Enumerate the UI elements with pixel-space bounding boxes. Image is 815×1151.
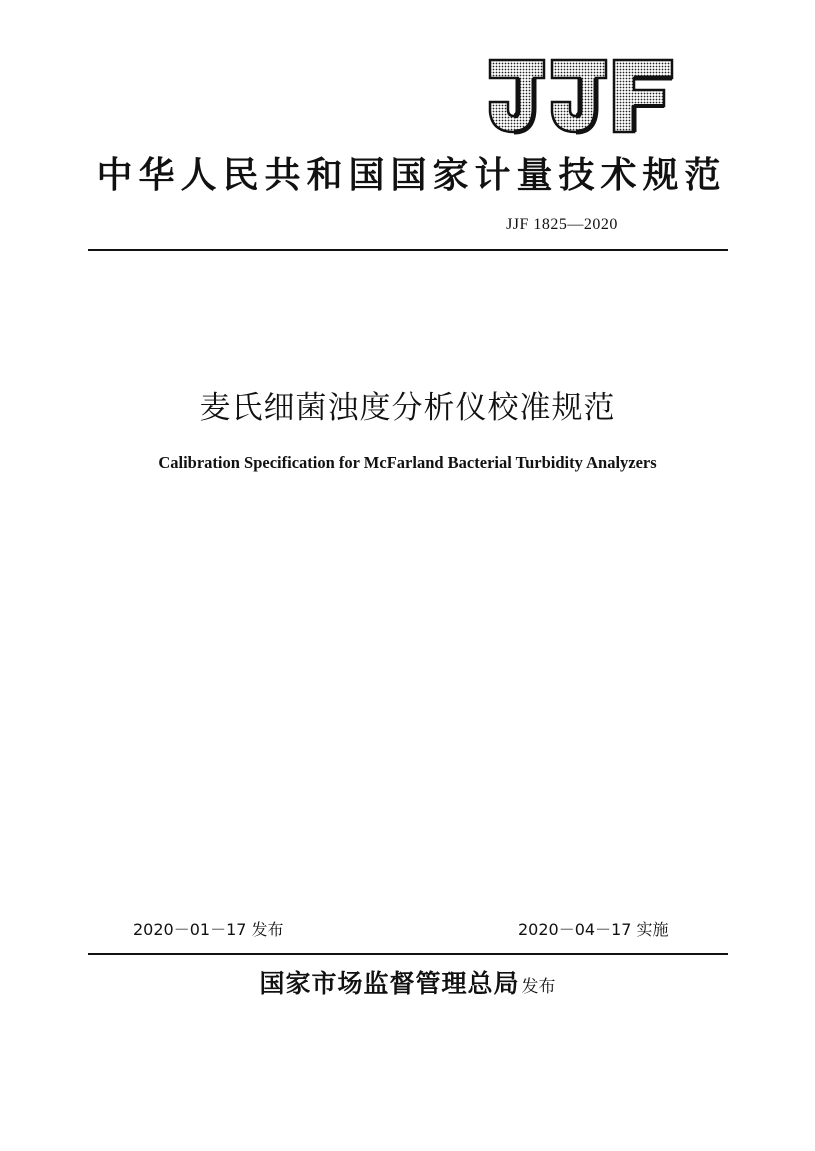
jjf-logo-icon [486,56,676,136]
document-title-en: Calibration Specification for McFarland Bacterial Turbidity Analyzers [158,453,657,472]
document-title-cn: 麦氏细菌浊度分析仪校准规范 [199,390,616,426]
implementation-date: 2020－04－17 实施 [518,920,669,939]
issue-date: 2020－01－17 发布 [133,920,284,939]
top-divider [88,249,728,251]
publisher-name: 国家市场监督管理总局 [259,969,520,998]
national-standard-title: 中华人民共和国国家计量技术规范 [96,155,727,196]
publisher [0,964,815,1007]
standard-code: JJF 1825—2020 [506,216,618,233]
publisher-suffix: 发布 [521,977,556,997]
bottom-divider [88,953,728,955]
